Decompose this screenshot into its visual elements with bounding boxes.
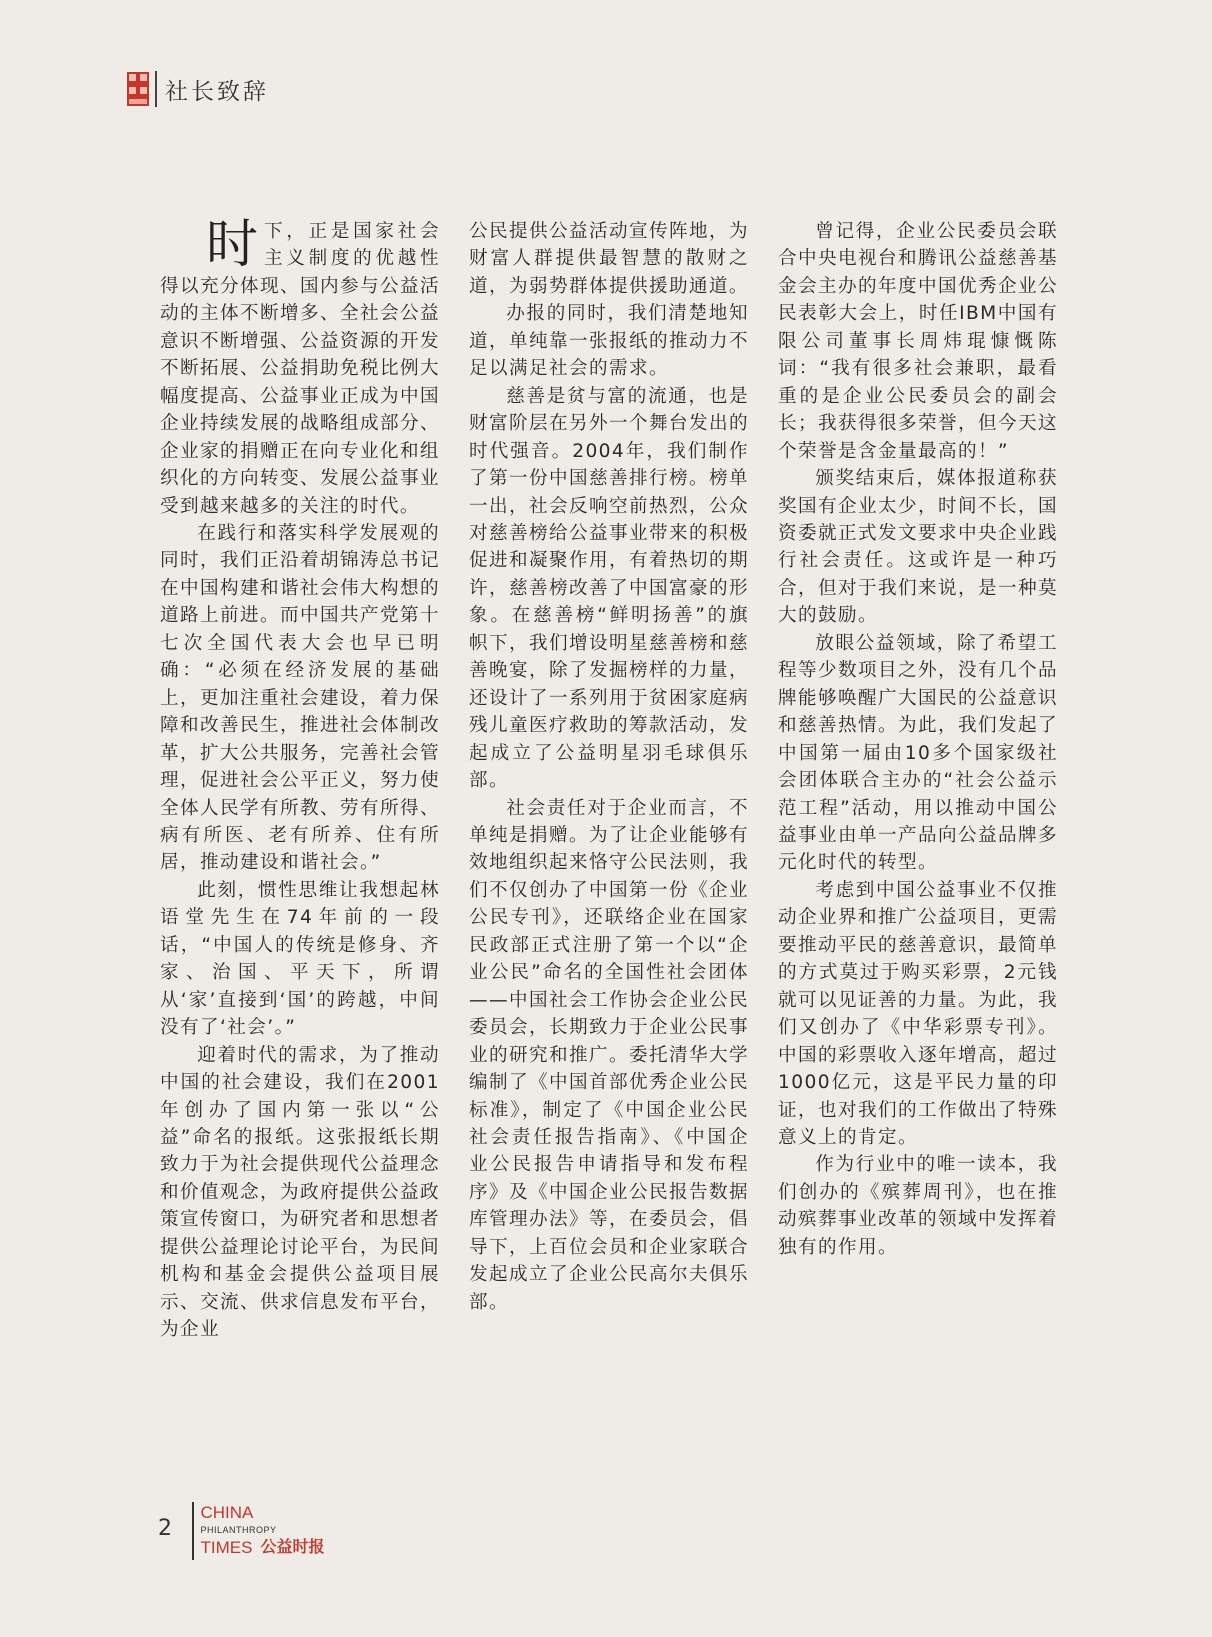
footer-divider [192, 1502, 194, 1560]
page-footer [158, 1502, 324, 1560]
article-column-2 [469, 218, 749, 1316]
paragraph: 社会责任对于企业而言，不单纯是捐赠。为了让企业能够有效地组织起来恪守公民法则，我们不仅创办了中国第一份《企业公民专刊》，还联络企业在国家民政部正式注册了第一个以“企业公民”命名的全国性社会团体——中国社会工作协会企业公民委员会，长期致力于企业公民事业的研究和推广。委托清华大学编制了《中国首部优秀企业公民标准》，制定了《中国企业公民社会责任报告指南》、《中国企业公民报告申请指导和发布程序》及《中国企业公民报告数据库管理办法》等，在委员会，倡导下，上百位会员和企业家联合发起成立了企业公民高尔夫俱乐部。 [469, 797, 749, 1313]
article-column-1 [160, 215, 440, 1344]
header-divider [155, 71, 157, 107]
drop-cap: 时 [206, 215, 259, 275]
paragraph: 公民提供公益活动宣传阵地，为财富人群提供最智慧的散财之道，为弱势群体提供援助通道。 [469, 221, 749, 297]
section-header [127, 70, 269, 108]
brand-chinese-name: 公益时报 [260, 1538, 325, 1556]
paragraph: 迎着时代的需求，为了推动中国的社会建设，我们在2001年创办了国内第一张以“公益”命名的报纸。这张报纸长期致力于为社会提供现代公益理念和价值观念，为政府提供公益政策宣传窗口，为研究者和思想者提供公益理论讨论平台，为民间机构和基金会提供公益项目展示、交流、供求信息发布平台，为企业 [160, 1044, 440, 1341]
publication-seal-logo [127, 72, 149, 106]
page-number: 2 [158, 1516, 172, 1541]
paragraph: 曾记得，企业公民委员会联合中央电视台和腾讯公益慈善基金会主办的年度中国优秀企业公民表彰大会上，时任IBM中国有限公司董事长周炜琨慷慨陈词：“我有很多社会兼职，最看重的是企业公民委员会的副会长；我获得很多荣誉，但今天这个荣誉是含金量最高的！” [778, 221, 1058, 462]
paragraph: 放眼公益领域，除了希望工程等少数项目之外，没有几个品牌能够唤醒广大国民的公益意识和慈善热情。为此，我们发起了中国第一届由10多个国家级社会团体联合主办的“社会公益示范工程”活动，用以推动中国公益事业由单一产品向公益品牌多元化时代的转型。 [778, 632, 1058, 874]
article-column-3 [778, 218, 1058, 1261]
publication-brand [201, 1502, 325, 1556]
paragraph: 下，正是国家社会主义制度的优越性得以充分体现、国内参与公益活动的主体不断增多、全社会公益意识不断增强、公益资源的开发不断拓展、公益捐助免税比例大幅度提高、公益事业正成为中国企业持续发展的战略组成部分、企业家的捐赠正在向专业化和组织化的方向转变、发展公益事业受到越来越多的关注的时代。 [160, 221, 440, 517]
section-title: 社长致辞 [165, 78, 269, 105]
paragraph: 在践行和落实科学发展观的同时，我们正沿着胡锦涛总书记在中国构建和谐社会伟大构想的道路上前进。而中国共产党第十七次全国代表大会也早已明确：“必须在经济发展的基础上，更加注重社会建设，着力保障和改善民生，推进社会体制改革，扩大公共服务，完善社会管理，促进社会公平正义，努力使全体人民学有所教、劳有所得、病有所医、老有所养、住有所居，推动建设和谐社会。” [160, 522, 440, 874]
paragraph: 办报的同时，我们清楚地知道，单纯靠一张报纸的推动力不足以满足社会的需求。 [469, 303, 749, 380]
paragraph: 此刻，惯性思维让我想起林语堂先生在74年前的一段话，“中国人的传统是修身、齐家、治国、平天下，所谓从‘家’直接到‘国’的跨越，中间没有了‘社会’。” [160, 879, 440, 1039]
paragraph: 慈善是贫与富的流通，也是财富阶层在另外一个舞台发出的时代强音。2004年，我们制作了第一份中国慈善排行榜。榜单一出，社会反响空前热烈，公众对慈善榜给公益事业带来的积极促进和凝聚作用，有着热切的期许，慈善榜改善了中国富豪的形象。在慈善榜“鲜明扬善”的旗帜下，我们增设明星慈善榜和慈善晚宴，除了发掘榜样的力量，还设计了一系列用于贫困家庭病残儿童医疗救助的筹款活动，发起成立了公益明星羽毛球俱乐部。 [469, 385, 749, 792]
paragraph: 考虑到中国公益事业不仅推动企业界和推广公益项目，更需要推动平民的慈善意识，最简单的方式莫过于购买彩票，2元钱就可以见证善的力量。为此，我们又创办了《中华彩票专刊》。中国的彩票收入逐年增高，超过1000亿元，这是平民力量的印证，也对我们的工作做出了特殊意义上的肯定。 [778, 879, 1058, 1148]
brand-times: TIMES [200, 1538, 253, 1557]
brand-philanthropy: PHILANTHROPY [200, 1525, 277, 1535]
brand-china: CHINA [200, 1503, 254, 1522]
paragraph: 作为行业中的唯一读本，我们创办的《殡葬周刊》，也在推动殡葬事业改革的领域中发挥着独有的作用。 [778, 1154, 1058, 1258]
paragraph: 颁奖结束后，媒体报道称获奖国有企业太少，时间不长，国资委就正式发文要求中央企业践行社会责任。这或许是一种巧合，但对于我们来说，是一种莫大的鼓励。 [778, 468, 1058, 627]
